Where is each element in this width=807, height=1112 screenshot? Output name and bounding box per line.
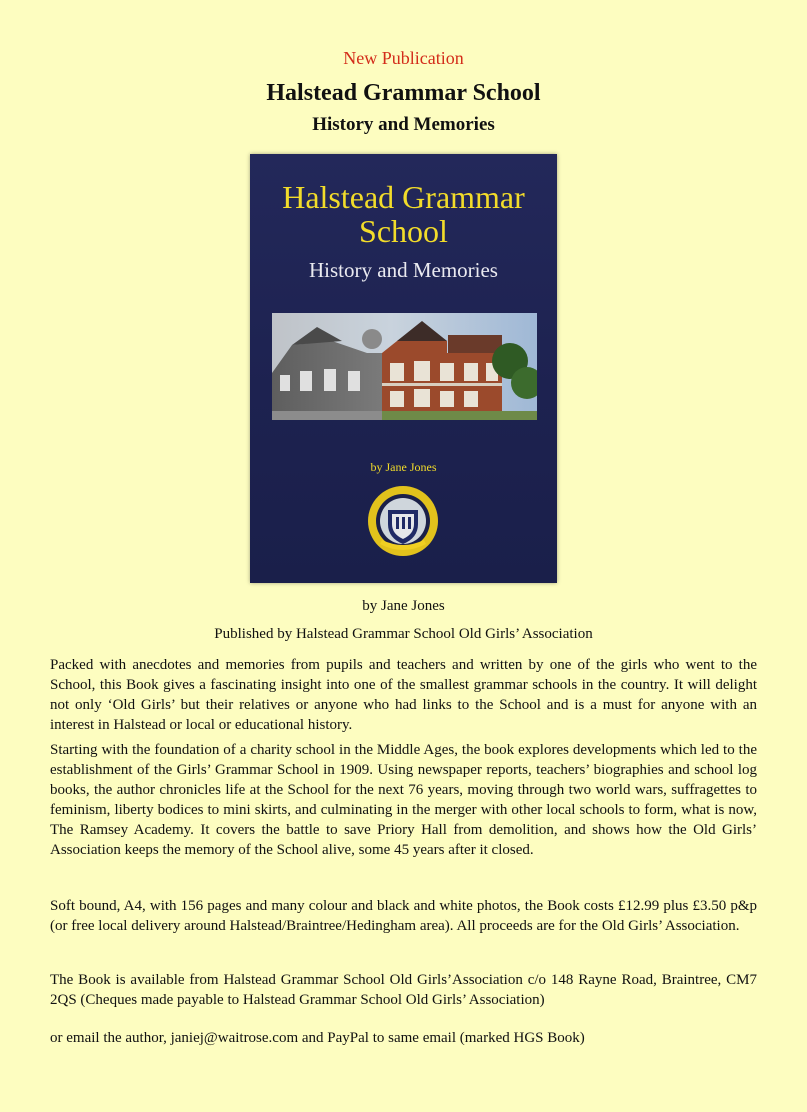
- description-paragraph: Packed with anecdotes and memories from pupils and teachers and written by one of the girls who went to the School, this Book gives a fascinating insight into one of the smallest grammar schools in the country. It will delight not only ‘Old Girls’ but their relatives or anyone who had links to the School and is a must for anyone with an interest in Halstead or local or educational history.: [50, 657, 757, 733]
- new-publication-label: New Publication: [343, 48, 464, 68]
- contact-paragraph: or email the author, janiej@waitrose.com and PayPal to same email (marked HGS Book): [50, 1030, 585, 1046]
- history-paragraph: Starting with the foundation of a charity school in the Middle Ages, the book explores developments which led to the establishment of the Girls’ Grammar School in 1909. Using newspaper reports, teachers’ biographies and school log books, the author chronicles life at the School for the next 76 years, moving through two world wars, suffragettes to feminism, liberty bodices to mini skirts, and culminating in the merger with other local schools to form, what is now, The Ramsey Academy. It covers the battle to save Priory Hall from demolition, and shows how the Old Girls’ Association keeps the memory of the School alive, some 45 years after it closed.: [50, 742, 757, 858]
- availability-paragraph: The Book is available from Halstead Grammar School Old Girls’Association c/o 148 Rayne Road, Braintree, CM7 2QS (Cheques made payable to Halstead Grammar School Old Girls’ Association): [50, 972, 757, 1008]
- cover-title-line1: Halstead Grammar: [282, 179, 525, 215]
- book-cover-image: [250, 154, 557, 583]
- cover-title: [250, 180, 557, 248]
- author-byline: by Jane Jones: [362, 598, 445, 614]
- pricing-paragraph: Soft bound, A4, with 156 pages and many colour and black and white photos, the Book costs £12.99 plus £3.50 p&p (or free local delivery around Halstead/Braintree/Hedingham area). All proceeds are for the Old Girls’ Association.: [50, 898, 757, 934]
- publisher-line: Published by Halstead Grammar School Old Girls’ Association: [214, 626, 593, 642]
- school-crest-icon: [366, 484, 440, 558]
- cover-title-line2: School: [359, 213, 448, 249]
- page-subtitle: History and Memories: [312, 114, 495, 135]
- page-title: Halstead Grammar School: [266, 80, 541, 106]
- cover-subtitle: History and Memories: [309, 258, 498, 282]
- school-building-photo: [272, 313, 537, 420]
- cover-author: by Jane Jones: [370, 460, 437, 474]
